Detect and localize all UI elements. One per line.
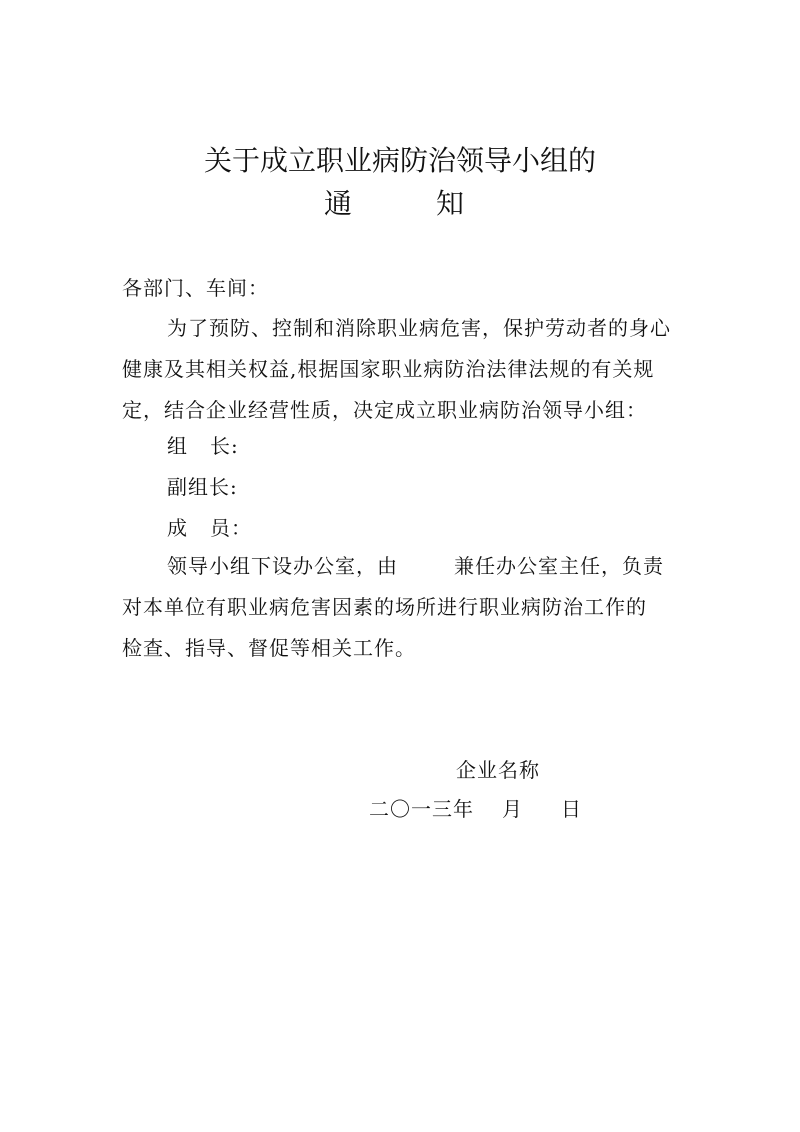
document-title-line1: 关于成立职业病防治领导小组的 [203,144,596,177]
position-members [167,514,252,542]
date-day: 日 [561,797,582,821]
title-char-right: 知 [436,187,465,220]
title-char-left: 通 [324,187,353,220]
paragraph2-line1-after: 兼任办公室主任，负责 [454,554,664,578]
position-members-part1: 成 [167,516,188,540]
position-leader-part2: 长: [210,434,239,458]
paragraph2-line3: 检查、指导、督促等相关工作。 [122,636,416,660]
document-title-line2 [324,186,564,222]
paragraph1-line1: 为了预防、控制和消除职业病危害，保护劳动者的身心 [167,316,671,340]
position-leader [167,432,239,460]
paragraph1-line3: 定，结合企业经营性质，决定成立职业病防治领导小组： [122,398,647,422]
signature-date [369,795,582,823]
paragraph2-line1 [167,552,664,580]
date-year: 二〇一三年 [369,797,474,821]
salutation: 各部门、车间： [122,276,269,300]
paragraph2-line2: 对本单位有职业病危害因素的场所进行职业病防治工作的 [122,595,647,619]
paragraph2-line1-before: 领导小组下设办公室，由 [167,554,398,578]
position-leader-part1: 组 [167,434,188,458]
position-members-part2: 员： [210,516,252,540]
date-month: 月 [502,797,523,821]
paragraph1-line2: 健康及其相关权益,根据国家职业病防治法律法规的有关规 [122,357,655,381]
position-deputy-leader: 副组长: [167,475,238,499]
signature-company: 企业名称 [456,758,540,782]
